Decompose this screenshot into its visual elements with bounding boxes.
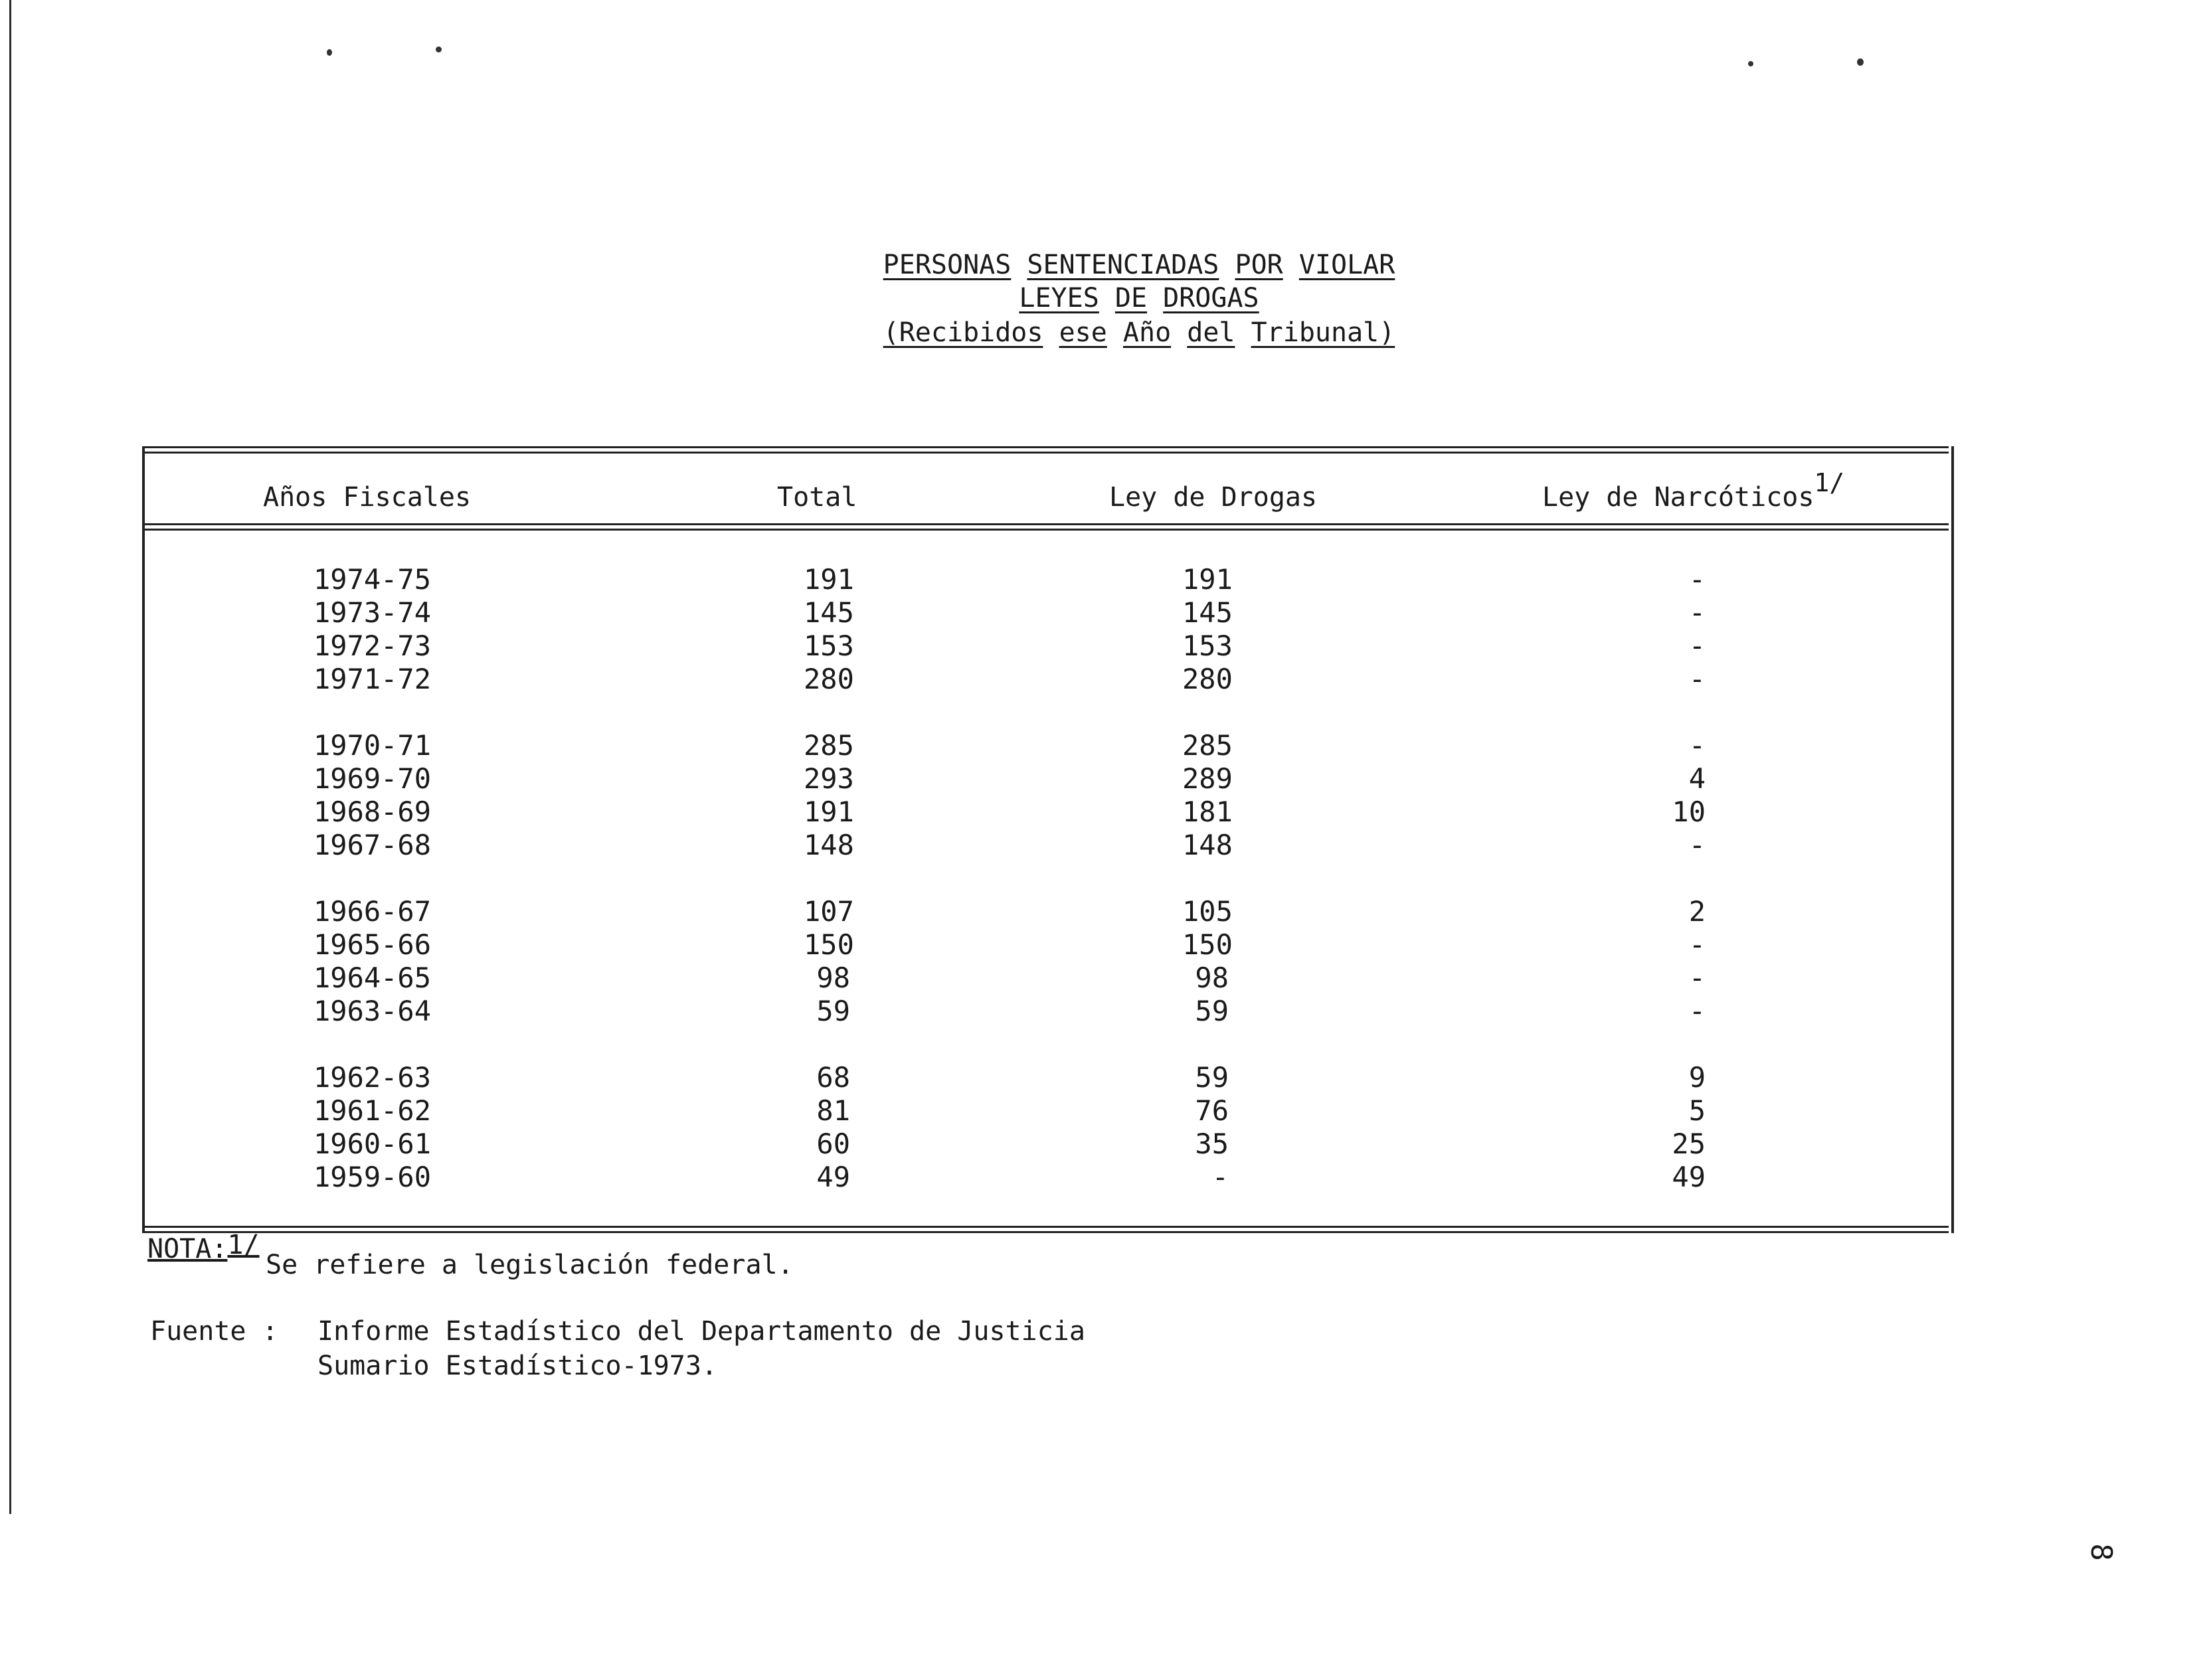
- cell-ley-drogas: 145: [1182, 596, 1233, 629]
- nota-text: Se refiere a legislación federal.: [266, 1250, 794, 1280]
- cell-ley-narcoticos: 10: [1672, 796, 1706, 828]
- cell-total: 60: [816, 1128, 850, 1160]
- table-row: [0, 1161, 2211, 1194]
- cell-ley-drogas: 76: [1195, 1094, 1229, 1127]
- table-row: [0, 995, 2211, 1028]
- table-row: [0, 796, 2211, 829]
- cell-ley-drogas: 153: [1182, 630, 1233, 662]
- cell-ley-narcoticos: -: [1688, 563, 1706, 596]
- header-ley-drogas: Ley de Drogas: [1109, 482, 1318, 513]
- cell-total: 293: [804, 762, 854, 795]
- cell-ley-narcoticos: -: [1688, 995, 1706, 1027]
- scan-speck: [1748, 61, 1753, 66]
- title-line-2: LEYES DE DROGAS: [1019, 283, 1259, 313]
- cell-ley-narcoticos: 25: [1672, 1128, 1706, 1160]
- cell-ley-narcoticos: -: [1688, 962, 1706, 994]
- cell-ley-drogas: 59: [1195, 995, 1229, 1027]
- cell-total: 98: [816, 962, 850, 994]
- table-row: [0, 663, 2211, 696]
- footnote-mark: 1/: [1814, 468, 1845, 497]
- cell-ley-narcoticos: -: [1688, 729, 1706, 762]
- nota-label-mark: NOTA:1/: [147, 1230, 260, 1264]
- cell-ley-narcoticos: -: [1688, 928, 1706, 961]
- fuente-line-1: Informe Estadístico del Departamento de Justicia: [317, 1316, 1085, 1347]
- cell-total: 285: [804, 729, 854, 762]
- cell-ley-drogas: 35: [1195, 1128, 1229, 1160]
- table-row: [0, 1128, 2211, 1161]
- scan-speck: [327, 49, 332, 56]
- cell-ley-drogas: 181: [1182, 796, 1233, 828]
- table-row: [0, 1061, 2211, 1094]
- header-total: Total: [777, 482, 857, 513]
- cell-year: 1964-65: [313, 962, 432, 994]
- cell-year: 1965-66: [313, 928, 432, 961]
- cell-year: 1959-60: [313, 1161, 432, 1193]
- header-years: Años Fiscales: [263, 482, 472, 513]
- table-row: [0, 596, 2211, 630]
- cell-year: 1961-62: [313, 1094, 432, 1127]
- cell-ley-drogas: 105: [1182, 895, 1233, 928]
- cell-ley-drogas: 285: [1182, 729, 1233, 762]
- cell-total: 153: [804, 630, 854, 662]
- cell-total: 49: [816, 1161, 850, 1193]
- cell-total: 107: [804, 895, 854, 928]
- cell-ley-narcoticos: 5: [1688, 1094, 1706, 1127]
- cell-year: 1962-63: [313, 1061, 432, 1094]
- cell-ley-drogas: 98: [1195, 962, 1229, 994]
- cell-ley-narcoticos: -: [1688, 663, 1706, 695]
- cell-ley-drogas: 148: [1182, 829, 1233, 861]
- cell-year: 1974-75: [313, 563, 432, 596]
- cell-total: 68: [816, 1061, 850, 1094]
- cell-year: 1967-68: [313, 829, 432, 861]
- table-row: [0, 962, 2211, 995]
- scan-speck: [436, 46, 442, 52]
- cell-year: 1972-73: [313, 630, 432, 662]
- cell-ley-drogas: 59: [1195, 1061, 1229, 1094]
- cell-total: 81: [816, 1094, 850, 1127]
- cell-ley-narcoticos: 4: [1688, 762, 1706, 795]
- cell-total: 145: [804, 596, 854, 629]
- scan-speck: [1857, 58, 1864, 66]
- cell-ley-drogas: 280: [1182, 663, 1233, 695]
- table-row: [0, 729, 2211, 762]
- cell-ley-narcoticos: -: [1688, 596, 1706, 629]
- cell-ley-drogas: 289: [1182, 762, 1233, 795]
- cell-total: 148: [804, 829, 854, 861]
- cell-year: 1960-61: [313, 1128, 432, 1160]
- page-number: 8: [2083, 1543, 2118, 1561]
- header-ley-narcoticos: Ley de Narcóticos$^{1/}$: [1542, 468, 1845, 513]
- table-row: [0, 895, 2211, 928]
- cell-ley-narcoticos: -: [1688, 630, 1706, 662]
- cell-total: 59: [816, 995, 850, 1027]
- table-row: [0, 563, 2211, 596]
- cell-ley-narcoticos: 9: [1688, 1061, 1706, 1094]
- table-top-rule: [142, 452, 1949, 454]
- title-line-3: (Recibidos ese Año del Tribunal): [883, 317, 1395, 348]
- header-rule: [142, 523, 1949, 525]
- table-row: [0, 762, 2211, 796]
- fuente-label: Fuente :: [150, 1316, 278, 1347]
- header-rule: [142, 529, 1949, 531]
- cell-year: 1971-72: [313, 663, 432, 695]
- table-row: [0, 1094, 2211, 1128]
- cell-ley-narcoticos: 49: [1672, 1161, 1706, 1193]
- cell-ley-drogas: -: [1211, 1161, 1229, 1193]
- cell-year: 1966-67: [313, 895, 432, 928]
- cell-total: 191: [804, 563, 854, 596]
- cell-year: 1963-64: [313, 995, 432, 1027]
- cell-ley-narcoticos: 2: [1688, 895, 1706, 928]
- cell-ley-drogas: 150: [1182, 928, 1233, 961]
- cell-total: 191: [804, 796, 854, 828]
- table-row: [0, 928, 2211, 962]
- table-bottom-rule: [142, 1226, 1949, 1228]
- cell-year: 1969-70: [313, 762, 432, 795]
- cell-year: 1973-74: [313, 596, 432, 629]
- fuente-line-2: Sumario Estadístico-1973.: [317, 1351, 718, 1381]
- cell-total: 280: [804, 663, 854, 695]
- table-top-rule: [142, 446, 1949, 448]
- cell-year: 1970-71: [313, 729, 432, 762]
- cell-ley-narcoticos: -: [1688, 829, 1706, 861]
- table-row: [0, 829, 2211, 862]
- title-line-1: PERSONAS SENTENCIADAS POR VIOLAR: [883, 250, 1395, 280]
- cell-year: 1968-69: [313, 796, 432, 828]
- cell-total: 150: [804, 928, 854, 961]
- table-row: [0, 630, 2211, 663]
- cell-ley-drogas: 191: [1182, 563, 1233, 596]
- table-bottom-rule: [142, 1231, 1949, 1233]
